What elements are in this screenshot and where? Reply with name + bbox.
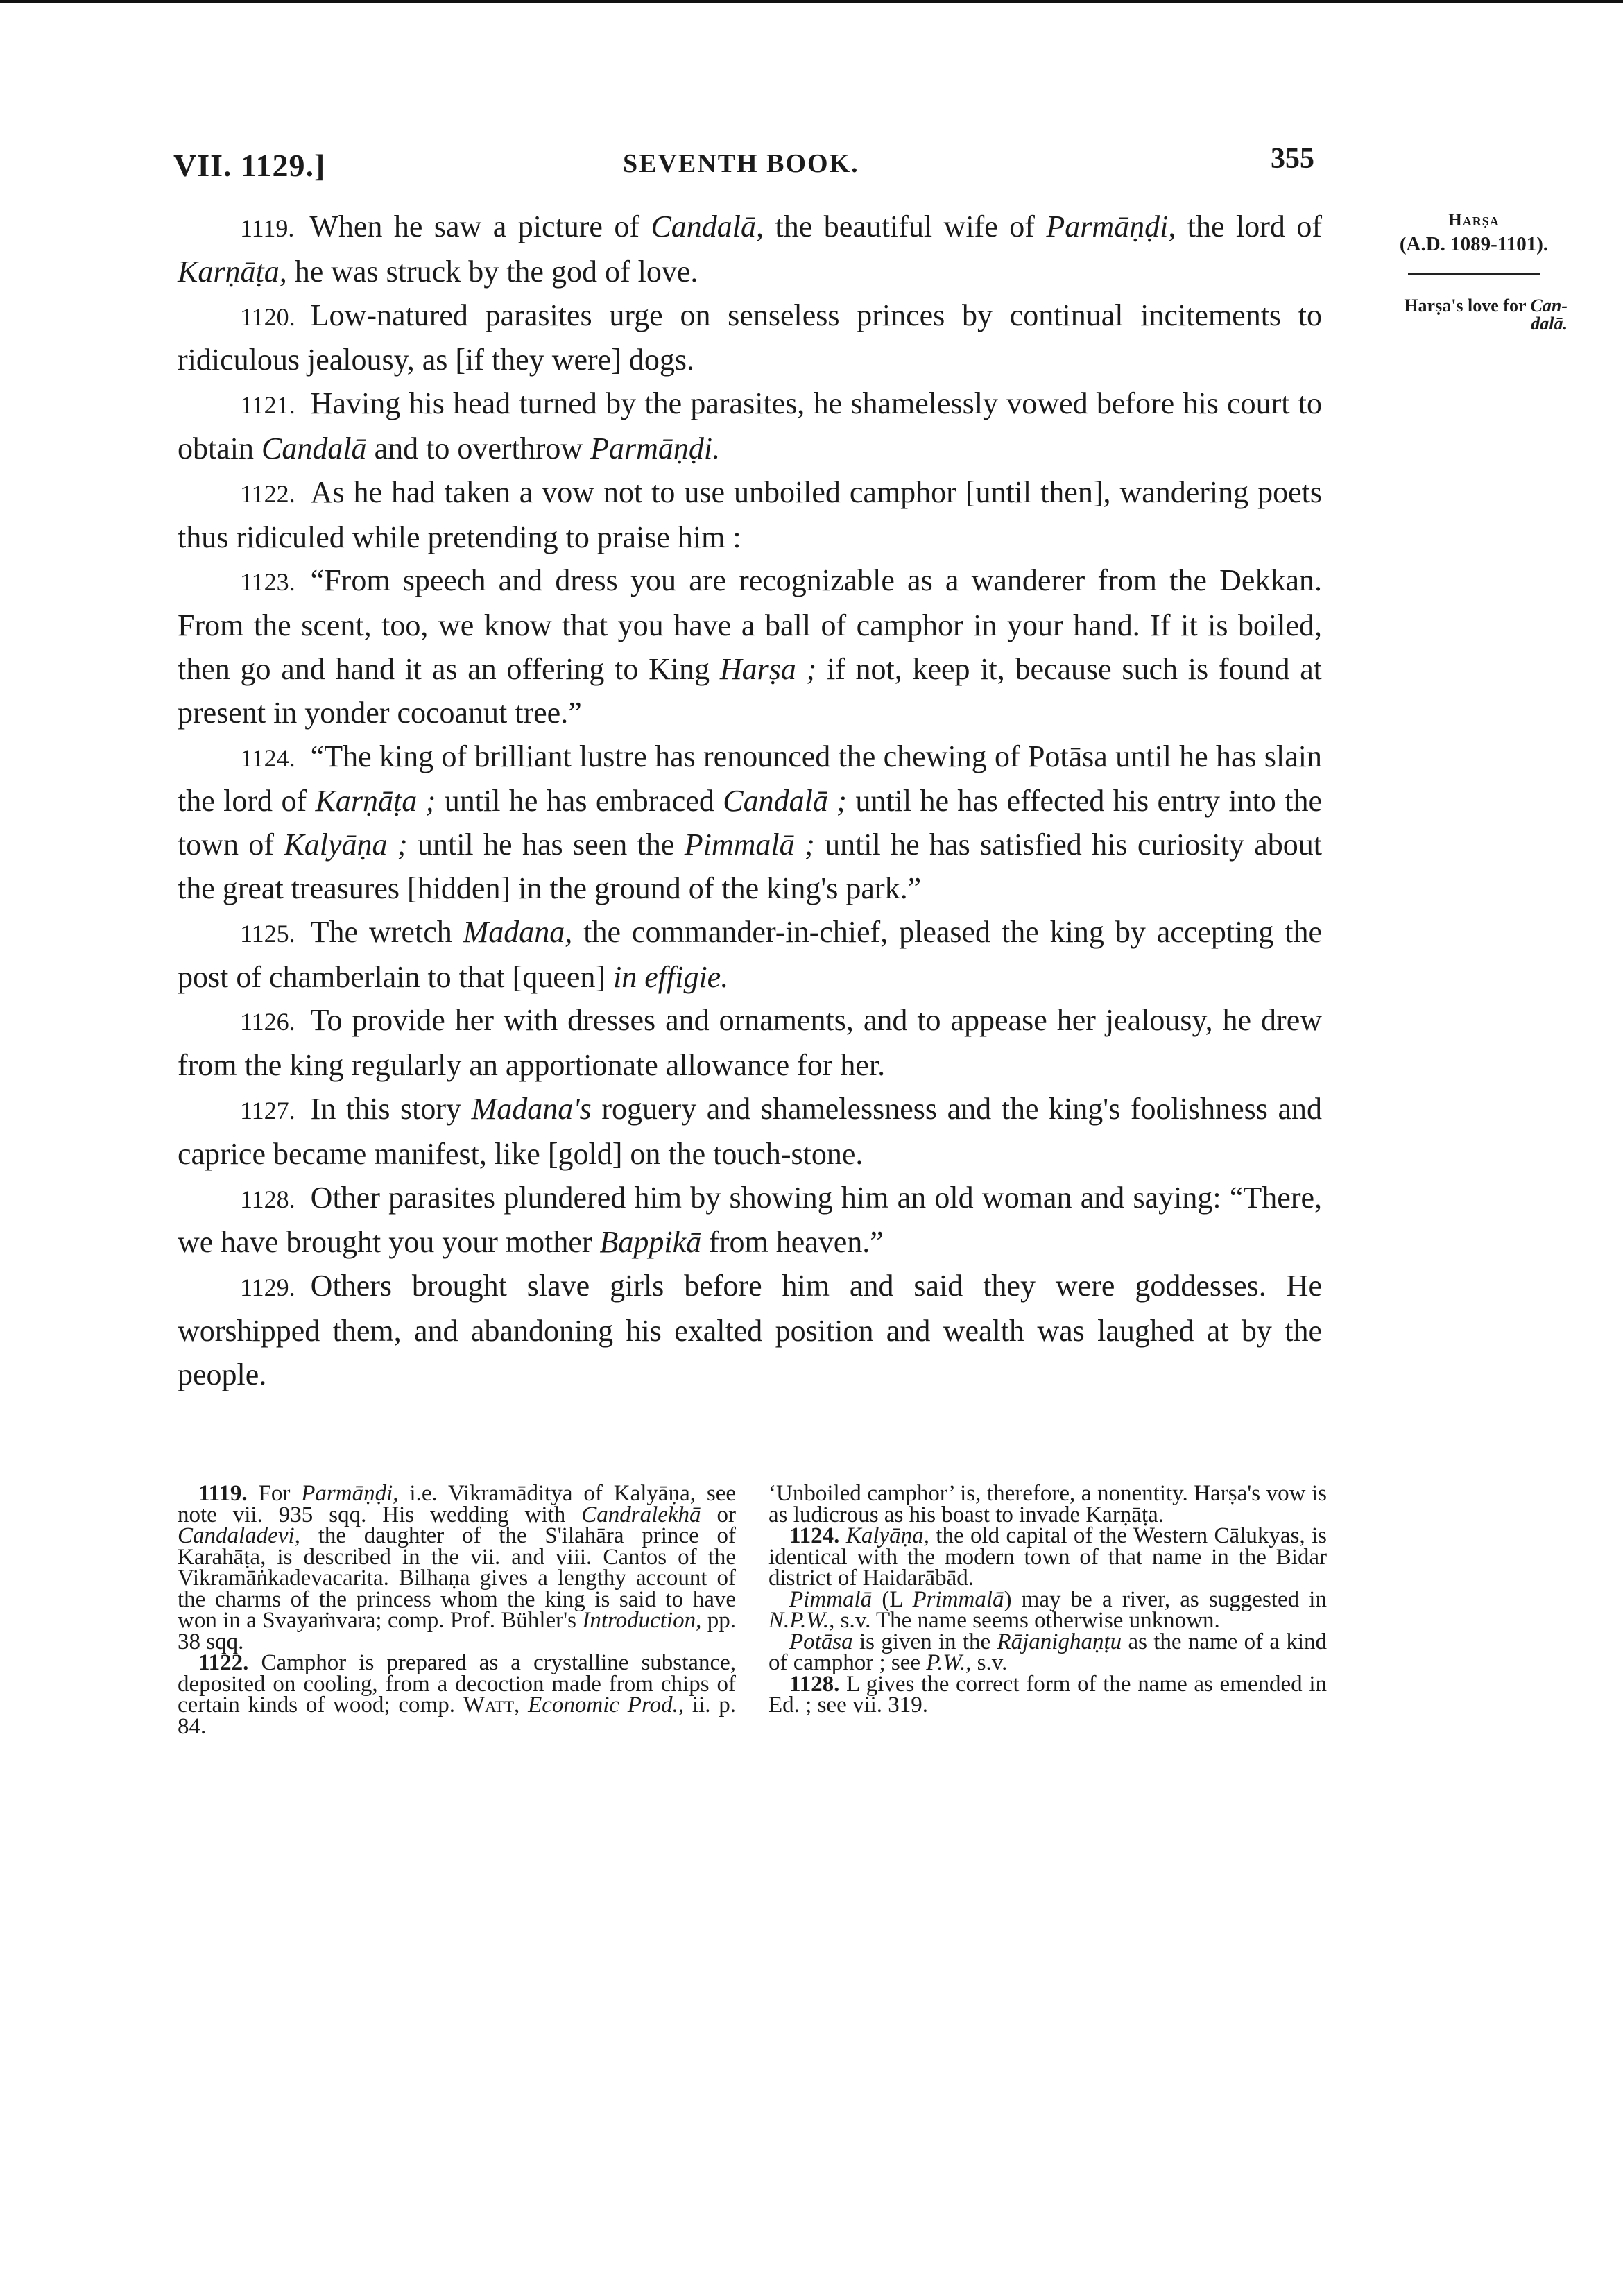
margin-dates: (A.D. 1089-1101). xyxy=(1399,233,1549,255)
verse-1123: 1123. “From speech and dress you are recognizable as a wanderer from the Dekkan. From the scent, too, we know that you have a ball of camphor in your hand. If it is boiled, then go and hand it as an offering to King Harṣa ; if not, keep it, because such is found at present in yonder cocoanut tree.” xyxy=(178,563,1322,730)
running-head-left: VII. 1129.] xyxy=(173,148,326,183)
footnote-1128: 1128. L gives the correct form of the name as emended in Ed. ; see vii. 319. xyxy=(768,1671,1327,1717)
margin-note-line-2: dalā. xyxy=(1531,314,1568,334)
verse-number: 1124. xyxy=(240,744,295,772)
verse-1129: 1129. Others brought slave girls before him and said they were goddesses. He worshipped them, and abandoning his exalted position and wealth was laughed at by the people. xyxy=(178,1269,1322,1391)
verse-number: 1123. xyxy=(240,568,295,597)
page-number: 355 xyxy=(1271,143,1314,175)
margin-note xyxy=(1339,297,1568,333)
verse-number: 1121. xyxy=(240,391,295,420)
verse-1119: 1119. When he saw a picture of Candalā, the beautiful wife of Parmāṇḍi, the lord of Karṇāṭa, he was struck by the god of love. xyxy=(178,209,1322,289)
verse-number: 1129. xyxy=(240,1274,295,1302)
footnote-1124: 1124. Kalyāṇa, the old capital of the Western Cālukyas, is identical with the modern town of that name in the Bidar district of Haidarābād. xyxy=(768,1523,1328,1591)
verse-number: 1127. xyxy=(240,1096,295,1124)
footnotes-right-column xyxy=(768,1483,1327,1716)
verse-1125: 1125. The wretch Madana, the commander-in-chief, pleased the king by accepting the post of chamberlain to that [queen] in effigie. xyxy=(178,914,1322,994)
margin-note-line-1b: Can- xyxy=(1530,295,1568,316)
footnote-1124-pimmala: Pimmalā (L Primmalā) may be a river, as suggested in N.P.W., s.v. The name seems otherwise unknown. xyxy=(768,1586,1327,1633)
verse-1121: 1121. Having his head turned by the parasites, he shamelessly vowed before his court to obtain Candalā and to overthrow Parmāṇḍi. xyxy=(178,386,1322,465)
footnote-1122: 1122. Camphor is prepared as a crystalline substance, deposited on cooling, from a decoction made from chips of certain kinds of wood; comp. Watt, Economic Prod., ii. p. 84. xyxy=(178,1650,737,1739)
page-top-edge xyxy=(0,0,1623,3)
running-head-title: SEVENTH BOOK. xyxy=(623,149,859,178)
verse-1126: 1126. To provide her with dresses and ornaments, and to appease her jealousy, he drew from the king regularly an apportionate allowance for her. xyxy=(178,1003,1322,1083)
verse-number: 1119. xyxy=(240,214,295,242)
verse-number: 1128. xyxy=(240,1185,295,1213)
verse-number: 1122. xyxy=(240,479,295,508)
verse-number: 1126. xyxy=(240,1008,295,1036)
verse-1128: 1128. Other parasites plundered him by showing him an old woman and saying: “There, we have brought you your mother Bappikā from heaven.” xyxy=(178,1180,1322,1260)
verse-number: 1125. xyxy=(240,919,295,948)
footnote-1119: 1119. For Parmāṇḍi, i.e. Vikramāditya of Kalyāṇa, see note vii. 935 sqq. His wedding with Candralekhā or Candaladevi, the daughter of the S'ilahāra prince of Karahāṭa, is described in the vii. and viii. Cantos of the Vikramāṅkadevacarita. Bilhaṇa gives a lengthy account of the charms of the princess whom the king is said to have won in a Svayaṁvara; comp. Prof. Bühler's Introduction, pp. 38 sqq. xyxy=(178,1481,737,1654)
margin-note-line-1a: Harṣa's love for xyxy=(1404,295,1527,316)
verse-1124: 1124. “The king of brilliant lustre has renounced the chewing of Potāsa until he has slain the lord of Karṇāṭa ; until he has embraced Candalā ; until he has effected his entry into the town of Kalyāṇa ; until he has seen the Pimmalā ; until he has satisfied his curiosity about the great treasures [hidden] in the ground of the king's park.” xyxy=(178,739,1322,905)
footnotes-left-column xyxy=(178,1483,736,1737)
verse-1120: 1120. Low-natured parasites urge on senseless princes by continual incitements to ridiculous jealousy, as [if they were] dogs. xyxy=(178,298,1322,377)
margin-rule xyxy=(1408,273,1540,275)
footnote-1124-potasa: Potāsa is given in the Rājanighaṇṭu as the name of a kind of camphor ; see P.W., s.v. xyxy=(768,1629,1327,1675)
footnote-1122-continued: ‘Unboiled camphor’ is, therefore, a nonentity. Harṣa's vow is as ludicrous as his boast to invade Karṇāṭa. xyxy=(768,1481,1327,1527)
verse-1127: 1127. In this story Madana's roguery and shamelessness and the king's foolishness and caprice became manifest, like [gold] on the touch-stone. xyxy=(178,1091,1322,1171)
main-text xyxy=(178,205,1322,1397)
margin-heading: Harṣa xyxy=(1448,211,1500,230)
verse-number: 1120. xyxy=(240,302,295,331)
verse-1122: 1122. As he had taken a vow not to use unboiled camphor [until then], wandering poets thus ridiculed while pretending to praise him : xyxy=(178,474,1322,554)
